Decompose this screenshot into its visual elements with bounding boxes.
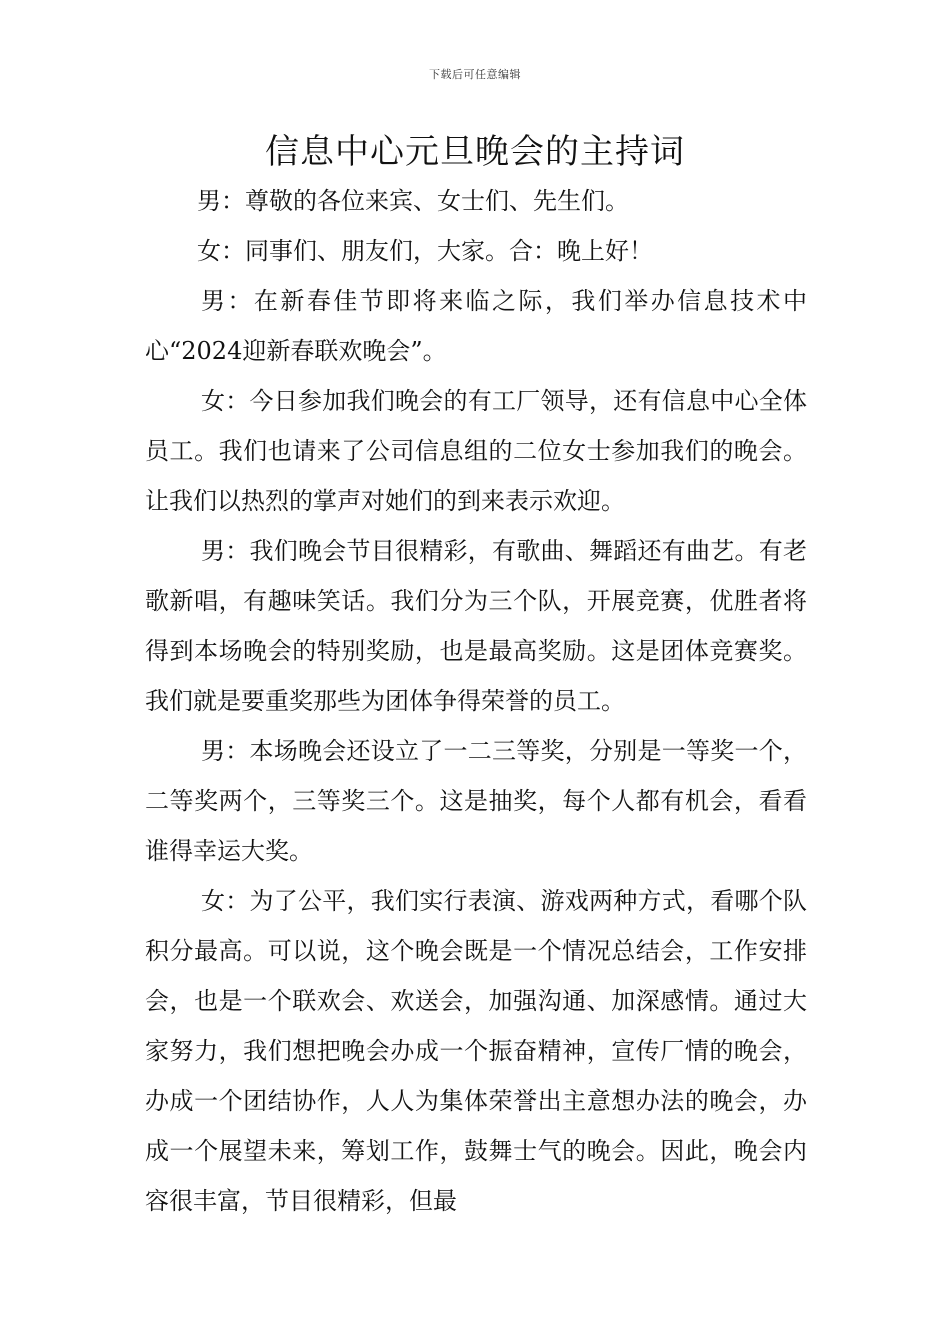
paragraph: 男：本场晚会还设立了一二三等奖，分别是一等奖一个，二等奖两个，三等奖三个。这是抽奖，每个人都有机会，看看谁得幸运大奖。 [145,737,807,865]
paragraph: 男：在新春佳节即将来临之际，我们举办信息技术中心“2024迎新春联欢晚会”。 [145,287,807,365]
paragraph: 女：同事们、朋友们，大家。合：晚上好！ [197,237,653,265]
paragraph: 男：我们晚会节目很精彩，有歌曲、舞蹈还有曲艺。有老歌新唱，有趣味笑话。我们分为三个队，开展竞赛，优胜者将得到本场晚会的特别奖励，也是最高奖励。这是团体竞赛奖。我们就是要重奖那些为团体争得荣誉的员工。 [145,537,807,715]
paragraph: 男：尊敬的各位来宾、女士们、先生们。 [197,187,629,215]
document-body [145,176,807,1226]
paragraph: 女：为了公平，我们实行表演、游戏两种方式，看哪个队积分最高。可以说，这个晚会既是一个情况总结会，工作安排会，也是一个联欢会、欢送会，加强沟通、加深感情。通过大家努力，我们想把晚会办成一个振奋精神，宣传厂情的晚会，办成一个团结协作，人人为集体荣誉出主意想办法的晚会，办成一个展望未来，筹划工作，鼓舞士气的晚会。因此，晚会内容很丰富，节目很精彩，但最 [145,887,807,1215]
header-note: 下载后可任意编辑 [429,68,521,81]
paragraph: 女：今日参加我们晚会的有工厂领导，还有信息中心全体员工。我们也请来了公司信息组的二位女士参加我们的晚会。让我们以热烈的掌声对她们的到来表示欢迎。 [145,387,807,515]
document-title: 信息中心元旦晚会的主持词 [265,132,685,172]
